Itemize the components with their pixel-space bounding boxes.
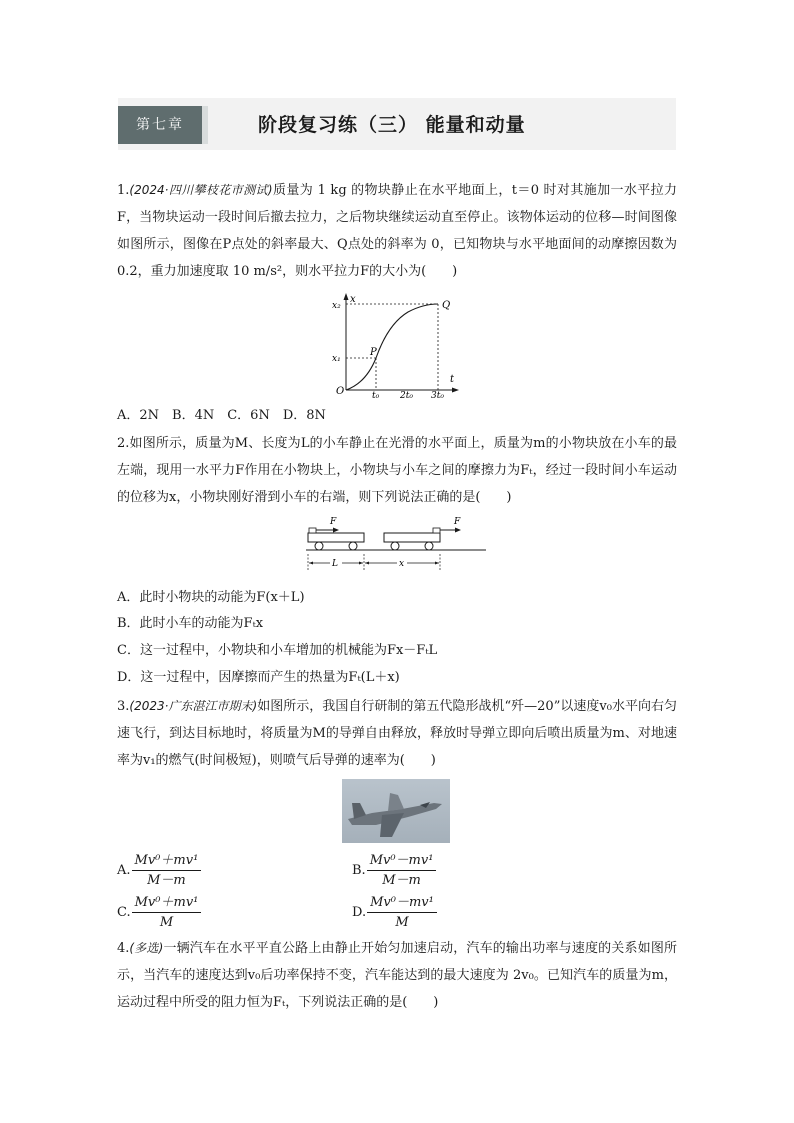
fighter-jet-icon (342, 779, 450, 843)
numerator: Mv⁰－mv¹ (367, 852, 437, 871)
force-label-right: F (454, 517, 461, 527)
fraction (367, 852, 437, 889)
jet-wing (380, 813, 404, 837)
graph-tick-2t0: 2t₀ (400, 391, 413, 400)
question-3-text: 如图所示，我国自行研制的第五代隐形战机“歼—20”以速度v₀水平向右匀速飞行，到达目标地时，将质量为M的导弹自由释放，释放时导弹立即向后喷出质量为m、对地速率为v₁的燃气(时间极短)，则喷气后导弹的速率为( ) (117, 699, 678, 768)
jet-wing-top (388, 793, 404, 811)
dim-arrowhead (359, 562, 363, 565)
fraction (132, 894, 202, 931)
option-letter: D. (352, 905, 367, 920)
wheel (349, 542, 357, 550)
graph-tick-x1: x₁ (332, 354, 341, 364)
question-4-text: 一辆汽车在水平平直公路上由静止开始匀加速启动，汽车的输出功率与速度的关系如图所示，当汽车的速度达到v₀后功率保持不变，汽车能达到的最大速度为 2v₀。已知汽车的质量为m，运动过程中所受的阻力恒为Fₜ，下列说法正确的是( ) (117, 941, 677, 1010)
question-2-number: 2. (117, 436, 130, 451)
fighter-jet-photo (342, 779, 450, 843)
question-3-option-d (352, 894, 437, 931)
fraction (367, 894, 437, 931)
graph-origin: O (336, 386, 345, 397)
wheel (391, 542, 399, 550)
graph-curve (346, 304, 438, 390)
q1-displacement-time-graph (328, 290, 464, 400)
dim-label-x: x (399, 559, 405, 569)
dim-arrowhead (365, 562, 369, 565)
question-3 (117, 693, 677, 774)
graph-tick-x2: x₂ (332, 301, 341, 311)
graph-point-q: Q (442, 300, 451, 311)
denominator: M－m (147, 873, 186, 888)
option-letter: C. (117, 905, 131, 920)
question-2-option-c: C．这一过程中，小物块和小车增加的机械能为Fx－FₜL (117, 643, 438, 658)
question-2-option-d: D．这一过程中，因摩擦而产生的热量为Fₜ(L＋x) (117, 670, 400, 685)
question-2 (117, 430, 677, 511)
question-1-options: A．2N B．4N C．6N D．8N (117, 408, 326, 423)
force-label-left: F (330, 517, 337, 527)
dim-arrowhead (309, 562, 313, 565)
numerator: Mv⁰＋mv¹ (132, 852, 202, 871)
option-letter: B. (352, 863, 366, 878)
graph-x-label: t (450, 374, 455, 385)
question-2-option-b: B．此时小车的动能为Fₜx (117, 616, 264, 631)
block-initial (309, 528, 316, 533)
cart-final (384, 533, 440, 542)
graph-x-arrow (452, 388, 459, 393)
denominator: M (395, 915, 409, 930)
dim-label-l: L (332, 559, 338, 569)
graph-y-arrow (344, 293, 349, 300)
question-1-source: (2024·四川攀枝花市测试) (129, 183, 273, 197)
graph-y-label: x (350, 294, 356, 305)
question-4 (117, 935, 677, 1016)
question-3-option-c (117, 894, 201, 931)
option-letter: A. (117, 863, 131, 878)
fraction (132, 852, 202, 889)
force-arrowhead-left (333, 528, 339, 533)
graph-tick-t0: t₀ (372, 391, 380, 400)
question-2-option-a: A．此时小物块的动能为F(x＋L) (117, 590, 305, 605)
graph-point-p: P (370, 347, 377, 358)
question-3-source: (2023·广东湛江市期末) (129, 699, 258, 713)
numerator: Mv⁰＋mv¹ (132, 894, 202, 913)
question-1-number: 1. (117, 183, 130, 198)
q2-cart-diagram (300, 514, 490, 578)
graph-tick-3t0: 3t₀ (431, 391, 444, 400)
force-arrowhead-right (455, 528, 461, 533)
block-final (433, 528, 440, 533)
question-4-number: 4. (117, 941, 130, 956)
question-1 (117, 177, 677, 285)
denominator: M－m (382, 873, 421, 888)
question-1-text: 质量为 1 kg 的物块静止在水平地面上，t＝0 时对其施加一水平拉力F，当物块运动一段时间后撤去拉力，之后物块继续运动直至停止。该物体运动的位移—时间图像如图所示，图像在P点处的斜率最大、Q点处的斜率为 0，已知物块与水平地面间的动摩擦因数为 0.2，重力加速度取 10 m/s²，则水平拉力F的大小为( ) (117, 183, 678, 279)
dim-arrowhead (435, 562, 439, 565)
tab-notch (202, 106, 208, 144)
question-3-option-a (117, 852, 201, 889)
question-3-number: 3. (117, 699, 130, 714)
question-2-text: 如图所示，质量为M、长度为L的小车静止在光滑的水平面上，质量为m的小物块放在小车的最左端，现用一水平力F作用在小物块上，小物块与小车之间的摩擦力为Fₜ，经过一段时间小车运动的位移为x，小物块刚好滑到小车的右端，则下列说法正确的是( ) (117, 436, 677, 505)
numerator: Mv⁰－mv¹ (367, 894, 437, 913)
denominator: M (159, 915, 174, 930)
question-3-option-b (352, 852, 436, 889)
chapter-tab: 第七章 (118, 106, 202, 144)
question-4-source: (多选) (129, 941, 164, 955)
page-title: 阶段复习练（三） 能量和动量 (258, 114, 526, 136)
wheel (425, 542, 433, 550)
wheel (315, 542, 323, 550)
cart-initial (308, 533, 364, 542)
